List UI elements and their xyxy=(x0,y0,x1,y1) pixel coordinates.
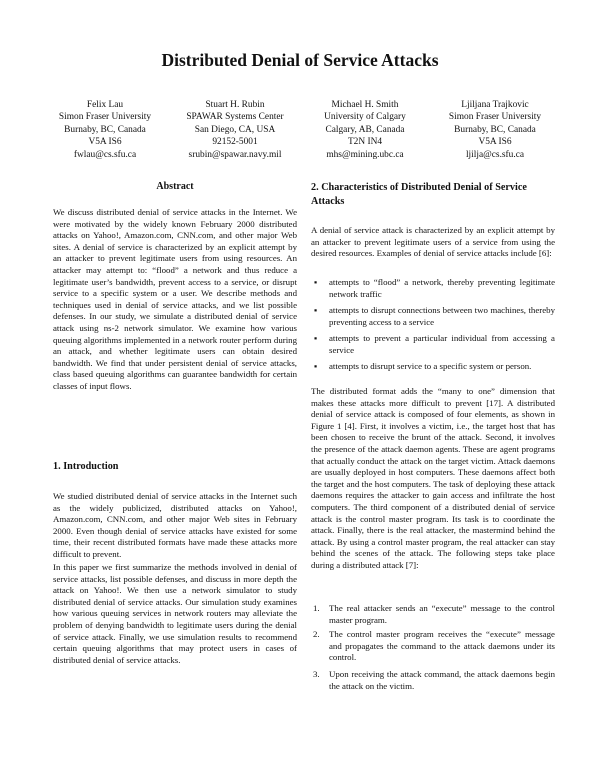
step-text: Upon receiving the attack command, the attack daemons begin the attack on the victim. xyxy=(329,669,555,691)
author-affiliation: SPAWAR Systems Center xyxy=(186,112,284,123)
intro-heading: 1. Introduction xyxy=(53,461,119,472)
step-number: 2. xyxy=(313,629,320,639)
intro-paragraph-1: We studied distributed denial of service attacks in the Internet such as the widely publicized, distributed attacks on Yahoo!, Amazon.com, CNN.com, and other major Web sites in February 2000. Even though denial of service attacks have existed for some time, their recent distributed formats have made these attacks more difficult to prevent. xyxy=(53,491,297,559)
bullet-marker: ▪ xyxy=(314,361,318,371)
abstract-text: We discuss distributed denial of service attacks in the Internet. We were motivated by the widely known February 2000 distributed attacks on Yahoo!, Amazon.com, CNN.com, and other major Web sites. A denial of service is characterized by an explicit attempt by an attacker to prevent legitimate users from using resources. An attacker may attempt to: “flood” a network and thus reduce a legitimate user’s bandwidth, prevent access to a service, or disrupt service to a specific system or a user. We describe methods and techniques used in denial of service attacks, and we list possible defenses. In our study, we simulate a distributed denial of service attack using ns-2 network simulator. We examine how various queuing algorithms implemented in a network router perform during an attack, and whether legitimate users can obtain desired bandwidth. We find that under persistent denial of service attacks, class based queuing algorithms can guarantee bandwidth for certain classes of input flows. xyxy=(53,207,297,391)
author-affiliation: Simon Fraser University xyxy=(448,112,542,123)
intro-paragraph-2: In this paper we first summarize the methods involved in denial of service attacks, list possible defenses, and discuss in more depth the attack on Yahoo!. We then use a network simulator to study distributed denial of service attacks. Our simulation study examines how various queuing services in network routers may alleviate the problem of denying bandwidth to legitimate users during the denial of service attack. Finally, we use simulation results to recommend certain queuing algorithms that may protect users in cases of distributed denial of service attacks. xyxy=(53,562,297,665)
step-item xyxy=(311,669,555,692)
step-text: The control master program receives the “execute” message and propagates the command to the attack daemons under its control. xyxy=(329,629,555,663)
author-postal: V5A IS6 xyxy=(478,137,512,148)
step-item xyxy=(311,629,555,664)
bullet-marker: ▪ xyxy=(314,305,318,315)
bullet-item xyxy=(311,361,555,373)
bullet-item xyxy=(311,333,555,356)
bullet-text: attempts to “flood” a network, thereby preventing legitimate network traffic xyxy=(329,277,555,299)
bullet-text: attempts to disrupt connections between two machines, thereby preventing access to a service xyxy=(329,305,555,327)
bullet-item xyxy=(311,277,555,300)
paper-title: Distributed Denial of Service Attacks xyxy=(161,50,439,70)
section-2-paragraph-1: A denial of service attack is characterized by an explicit attempt by an attacker to prevent legitimate users of a service from using the desired resources. Examples of denial of service attacks include [6]: xyxy=(311,225,555,259)
author-affiliation: Simon Fraser University xyxy=(58,112,152,123)
bullet-text: attempts to prevent a particular individual from accessing a service xyxy=(329,333,555,355)
author-4 xyxy=(430,99,560,161)
author-city: Calgary, AB, Canada xyxy=(325,124,405,135)
author-email: mhs@mining.ubc.ca xyxy=(326,149,404,160)
author-postal: V5A IS6 xyxy=(88,137,122,148)
author-email: srubin@spawar.navy.mil xyxy=(188,149,282,160)
abstract-heading: Abstract xyxy=(156,181,194,192)
bullet-item xyxy=(311,305,555,328)
bullet-text: attempts to disrupt service to a specific system or person. xyxy=(329,361,532,371)
author-3 xyxy=(300,99,430,161)
bullet-marker: ▪ xyxy=(314,277,318,287)
author-affiliation: University of Calgary xyxy=(324,112,406,123)
author-name: Michael H. Smith xyxy=(331,100,399,110)
author-2 xyxy=(170,99,300,161)
bullet-marker: ▪ xyxy=(314,333,318,343)
step-text: The real attacker sends an “execute” message to the control master program. xyxy=(329,603,555,625)
step-number: 3. xyxy=(313,669,320,679)
author-postal: 92152-5001 xyxy=(212,137,258,148)
author-name: Ljiljana Trajkovic xyxy=(461,100,529,110)
author-city: San Diego, CA, USA xyxy=(194,124,276,135)
author-1 xyxy=(40,99,170,161)
author-postal: T2N IN4 xyxy=(347,137,383,148)
section-2-paragraph-2: The distributed format adds the “many to one” dimension that makes these attacks more difficult to prevent [17]. A distributed denial of service attack is composed of four elements, as shown in Figure 1 [4]. First, it involves a victim, i.e., the target host that has been chosen to receive the brunt of the attack. Second, it involves the presence of the attack daemon agents. These are agent programs that actually conduct the attack on the target victim. Attack daemons are usually deployed in host computers. These daemons affect both the target and the host computers. The task of deploying these attack daemons requires the attacker to gain access and infiltrate the host computers. The third component of a distributed denial of service attack is the control master program. Its task is to coordinate the attack. Finally, there is the real attacker, the mastermind behind the attack. By using a control master program, the real attacker can stay behind the scenes of the attack. The following steps take place during a distributed attack [7]: xyxy=(311,386,555,570)
author-city: Burnaby, BC, Canada xyxy=(454,124,536,135)
step-item xyxy=(311,603,555,626)
step-number: 1. xyxy=(313,603,320,613)
author-block xyxy=(40,99,560,161)
author-city: Burnaby, BC, Canada xyxy=(64,124,146,135)
author-email: fwlau@cs.sfu.ca xyxy=(73,149,137,160)
author-name: Stuart H. Rubin xyxy=(205,100,265,110)
section-2-heading: 2. Characteristics of Distributed Denial of Service Attacks xyxy=(311,182,527,207)
author-name: Felix Lau xyxy=(86,100,124,110)
author-email: ljilja@cs.sfu.ca xyxy=(465,149,525,160)
